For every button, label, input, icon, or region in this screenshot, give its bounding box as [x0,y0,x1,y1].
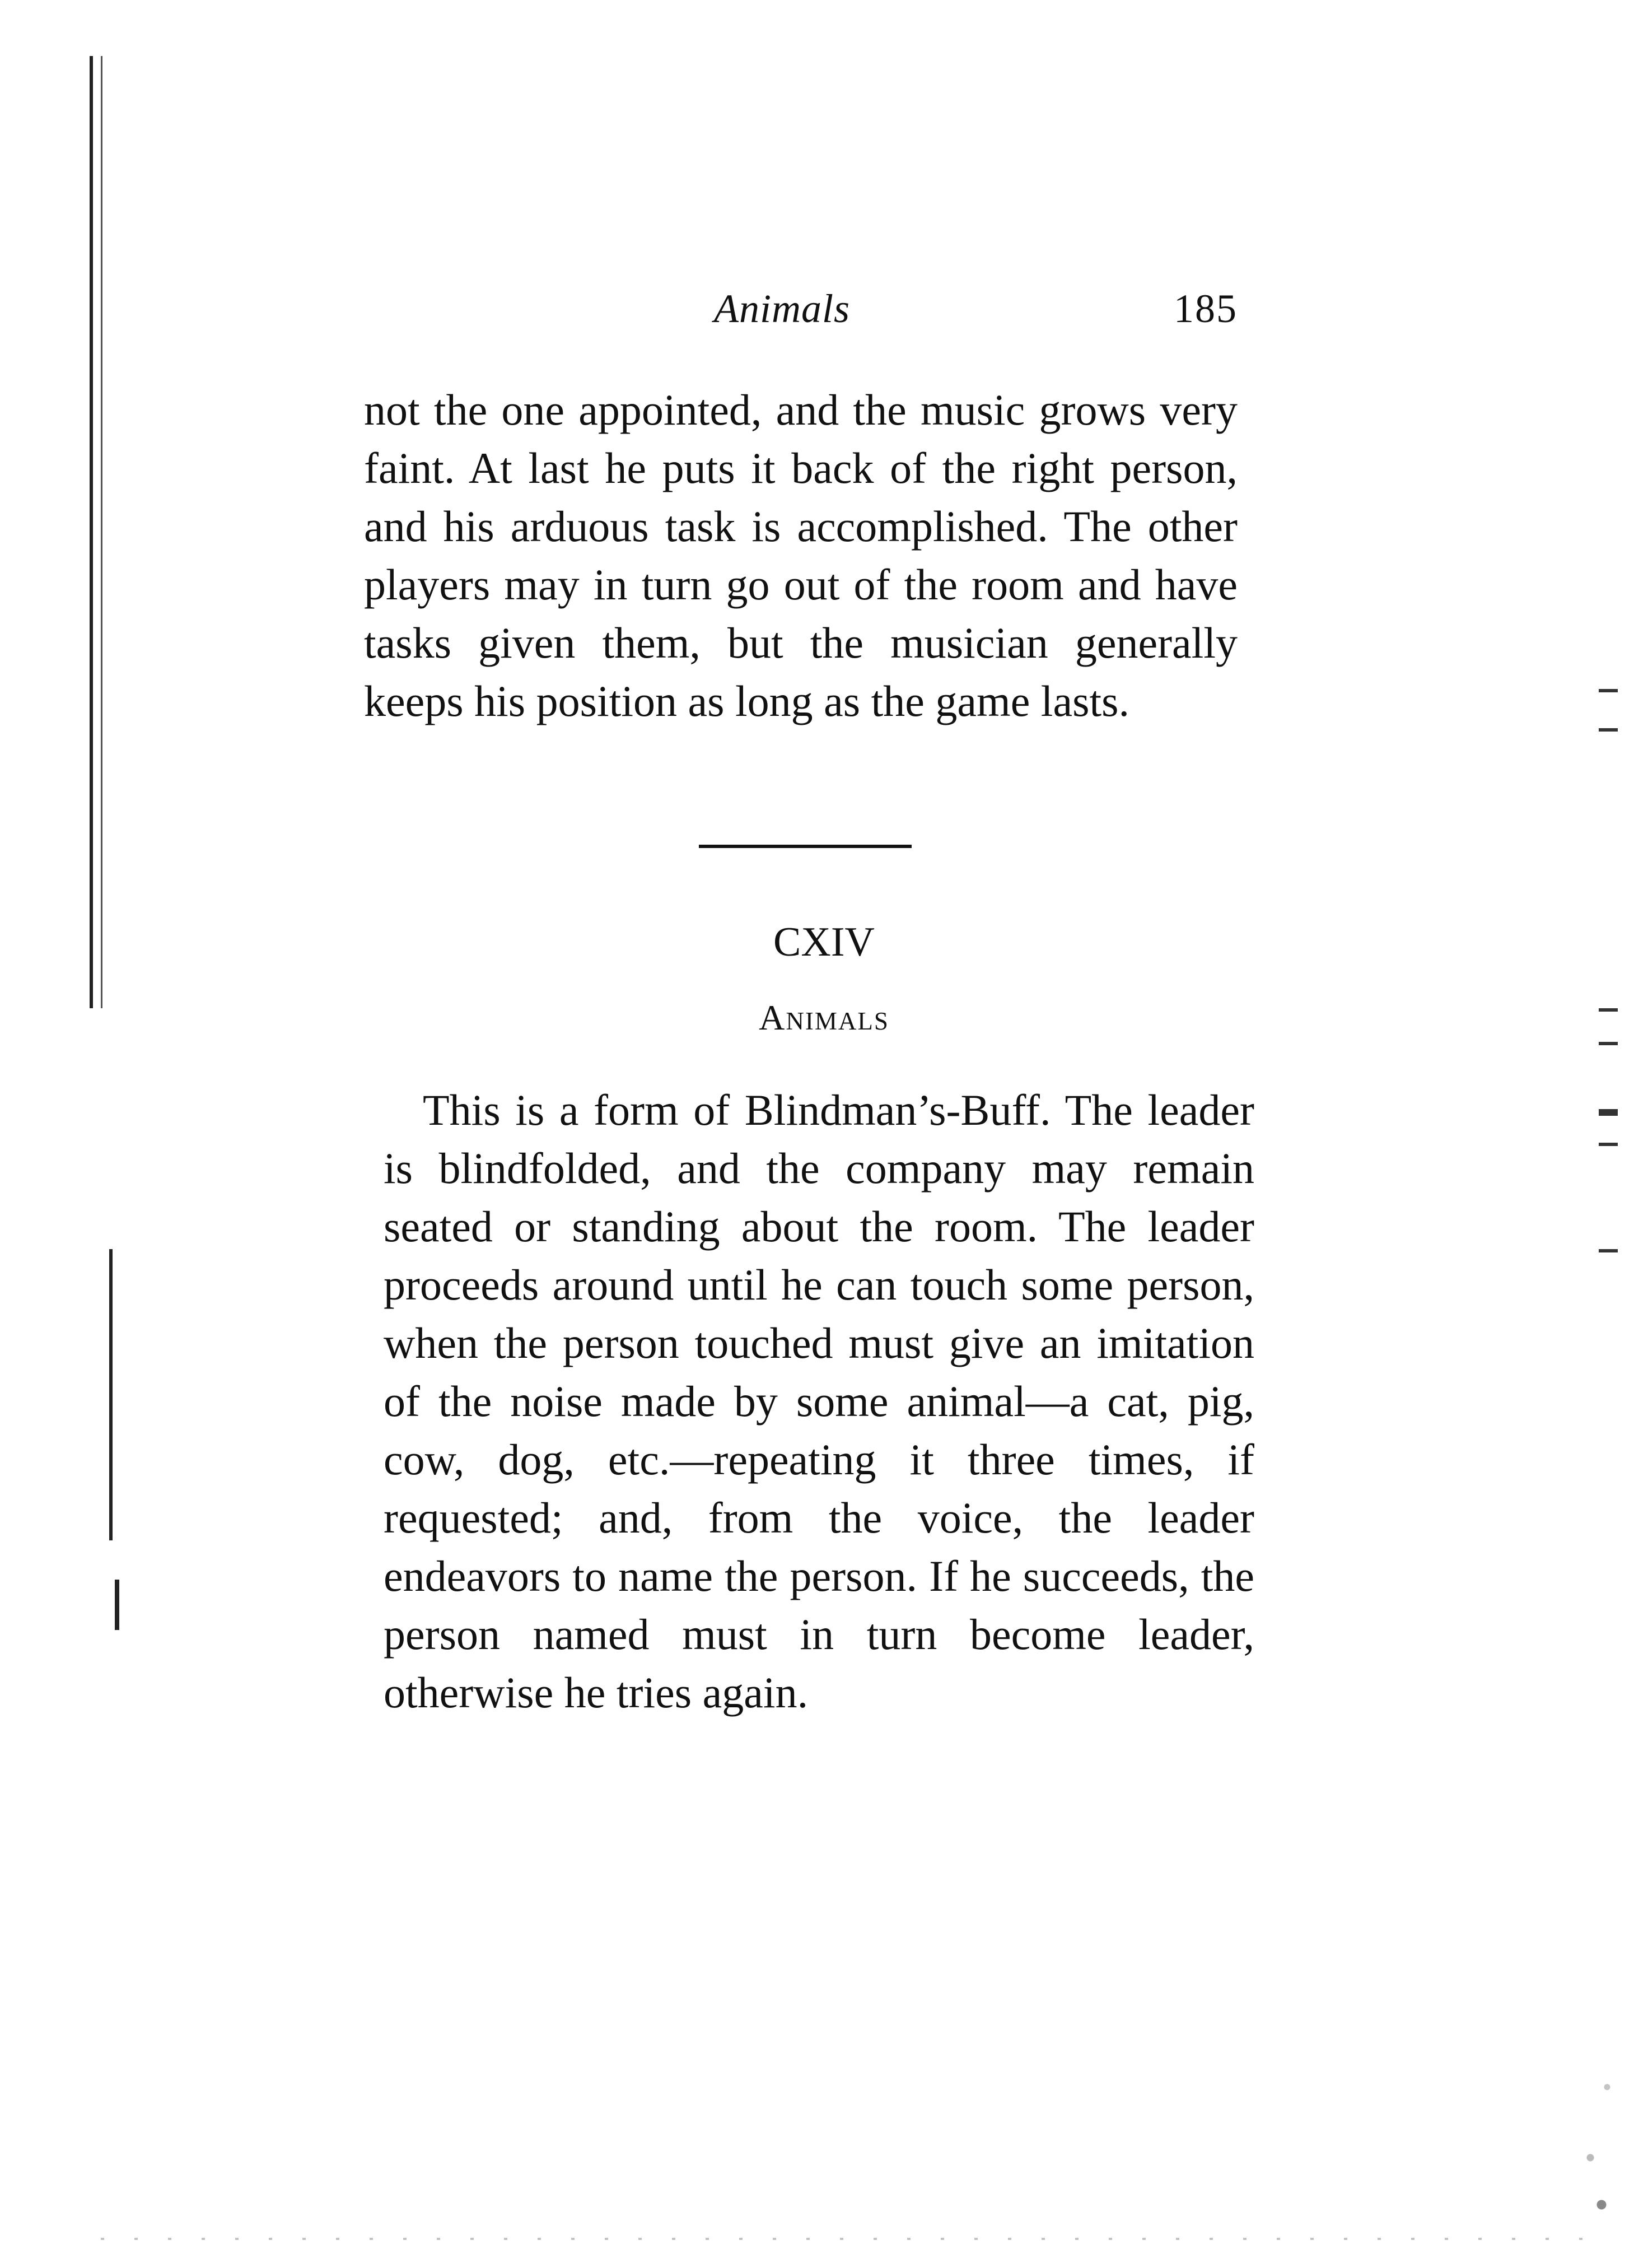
running-title: Animals [714,286,851,331]
section-title: Animals [759,998,889,1037]
scan-mark [1599,1109,1618,1116]
scan-mark [1599,1042,1618,1045]
section-number: CXIV [773,919,875,965]
running-head [364,286,1238,347]
scan-noise [1562,2016,1618,2252]
page-edge-shadow [109,1249,117,1540]
section-body-paragraph: This is a form of Blindman’s-Buff. The leader is blindfolded, and the company may remain seated or standing about the room. The leader proceeds around until he can touch some person, when the person touched must give an imitation of the noise made by some animal—a cat, pig, cow, dog, etc.—repeating it three times, if requested; and, from the voice, the leader endeavors to name the person. If he succeeds, the person named must in turn become leader, otherwise he tries again. [384,1086,1254,1717]
scan-noise [101,2238,1585,2240]
page-edge-shadow [115,1580,119,1630]
scan-mark [1599,728,1618,732]
page-number: 185 [1174,286,1238,331]
page-edge-shadow [90,56,102,1008]
section-divider-rule [699,845,912,848]
continuation-paragraph: not the one appointed, and the music grows very faint. At last he puts it back of the right person, and his arduous task is accomplished. The other players may in turn go out of the room and have tasks given them, but the musician generally keeps his position as long as the game lasts. [364,385,1238,725]
scan-mark [1599,689,1618,692]
scan-mark [1599,1249,1618,1252]
scan-mark [1599,1143,1618,1146]
